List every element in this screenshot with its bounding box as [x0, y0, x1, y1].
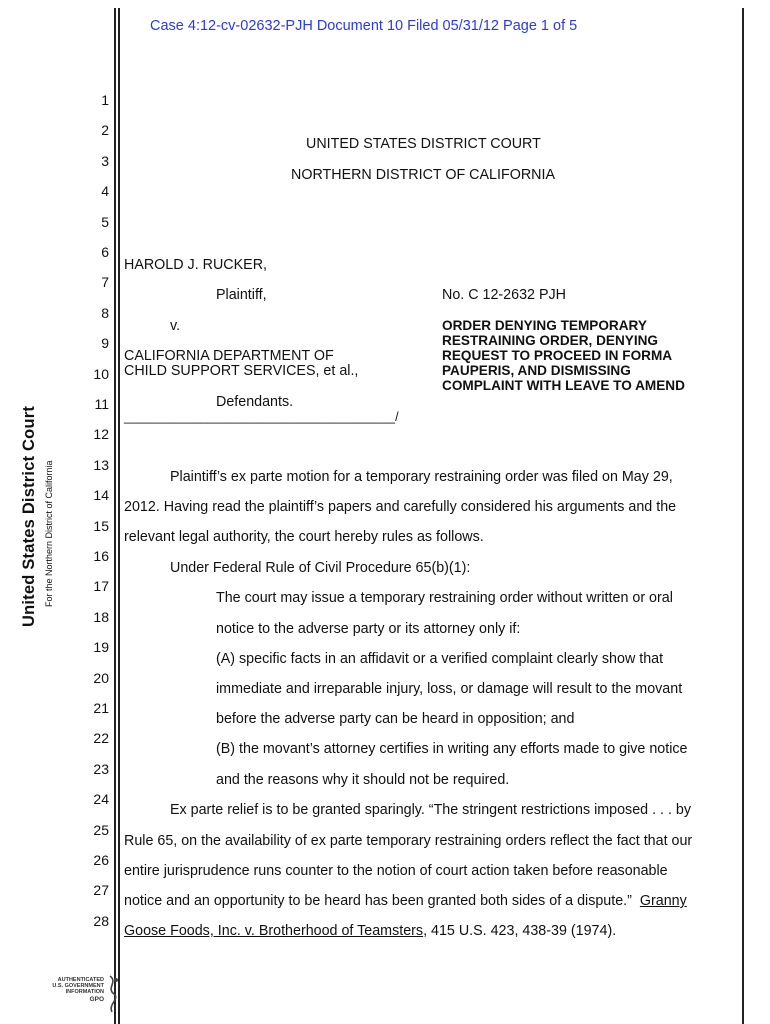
body-line: Rule 65, on the availability of ex parte temporary restraining orders reflect the fact that our: [124, 833, 693, 849]
district-court-sidebar: [20, 406, 54, 627]
line-number: 16: [93, 548, 109, 564]
line-number: 8: [101, 304, 109, 321]
quote-line: (A) specific facts in an affidavit or a verified complaint clearly show that: [216, 651, 664, 667]
case-name-part-1: Granny: [639, 893, 687, 909]
gpo-eagle-icon: [104, 974, 124, 1014]
order-title-line: PAUPERIS, AND DISMISSING: [442, 363, 631, 378]
line-number: 11: [94, 396, 109, 412]
court-name: UNITED STATES DISTRICT COURT: [306, 136, 541, 152]
defendant-label: Defendants.: [216, 394, 294, 410]
body-line: entire jurisprudence runs counter to the notion of court action taken before reasonable: [124, 863, 668, 879]
quote-line: notice to the adverse party or its attorney only if:: [216, 621, 521, 637]
order-title-line: ORDER DENYING TEMPORARY: [442, 318, 647, 333]
gpo-seal-line: INFORMATION: [65, 989, 104, 995]
order-title-line: RESTRAINING ORDER, DENYING: [442, 333, 659, 348]
caption-separator: _______________________________________/: [124, 410, 399, 424]
line-number: 15: [93, 517, 109, 534]
body-line: 2012. Having read the plaintiff’s papers and carefully considered his arguments and the: [124, 499, 677, 515]
line-number: 21: [93, 700, 109, 716]
line-number: 6: [101, 244, 109, 260]
line-number: 27: [93, 882, 109, 899]
line-number: 7: [101, 274, 109, 291]
gpo-seal-line: U.S. GOVERNMENT: [52, 983, 104, 989]
quote-line: The court may issue a temporary restraining order without written or oral: [216, 590, 673, 606]
citation-text: notice and an opportunity to be heard has been granted both sides of a dispute.”: [124, 893, 640, 909]
right-margin-rule: [742, 8, 744, 1024]
case-number: No. C 12-2632 PJH: [442, 287, 566, 303]
line-number: 13: [93, 456, 109, 473]
plaintiff-name: HAROLD J. RUCKER,: [124, 257, 267, 273]
body-line: Plaintiff’s ex parte motion for a temporary restraining order was filed on May 29,: [170, 469, 673, 485]
body-line: Under Federal Rule of Civil Procedure 65(b)(1):: [170, 560, 471, 576]
gpo-seal-line: AUTHENTICATED: [57, 977, 104, 983]
case-name-part-2: Goose Foods, Inc. v. Brotherhood of Teamsters: [124, 923, 424, 939]
line-number: 25: [93, 821, 109, 838]
order-title-line: REQUEST TO PROCEED IN FORMA: [442, 348, 673, 363]
quote-line: and the reasons why it should not be required.: [216, 772, 510, 788]
quote-line: (B) the movant’s attorney certifies in writing any efforts made to give notice: [216, 741, 688, 757]
line-number: 3: [101, 152, 109, 169]
order-title-line: COMPLAINT WITH LEAVE TO AMEND: [442, 378, 685, 393]
line-number: 26: [93, 852, 109, 868]
case-header: Case 4:12-cv-02632-PJH Document 10 Filed 05/31/12 Page 1 of 5: [150, 18, 578, 34]
line-number: 1: [101, 92, 109, 108]
line-number: 24: [93, 791, 109, 808]
line-number: 14: [93, 487, 109, 504]
line-number: 28: [93, 912, 109, 929]
gpo-mark: GPO: [89, 996, 104, 1003]
defendant-line-1: CALIFORNIA DEPARTMENT OF: [124, 348, 334, 364]
court-district: NORTHERN DISTRICT OF CALIFORNIA: [291, 167, 555, 183]
line-number: 2: [101, 122, 109, 139]
line-number: 5: [101, 213, 109, 230]
line-number: 19: [93, 639, 109, 656]
body-line: relevant legal authority, the court hereby rules as follows.: [124, 529, 484, 545]
plaintiff-label: Plaintiff,: [216, 287, 267, 303]
sidebar-title: United States District Court: [20, 405, 38, 627]
line-number: 9: [101, 335, 109, 352]
versus: v.: [170, 318, 181, 334]
left-margin-rule-2: [118, 8, 120, 1024]
line-number: 22: [93, 730, 109, 747]
quote-line: immediate and irreparable injury, loss, or damage will result to the movant: [216, 681, 683, 697]
line-number: 18: [93, 608, 109, 625]
sidebar-subtitle: For the Northern District of California: [44, 460, 54, 607]
citation-line-2: [124, 923, 616, 939]
defendant-line-2: CHILD SUPPORT SERVICES, et al.,: [124, 363, 359, 379]
left-margin-rule-1: [114, 8, 116, 1024]
citation-rest: , 415 U.S. 423, 438-39 (1974).: [423, 923, 617, 939]
line-number: 20: [93, 669, 109, 686]
line-number: 12: [93, 426, 109, 443]
line-number: 23: [93, 760, 109, 777]
line-number: 17: [93, 578, 109, 595]
body-line: Ex parte relief is to be granted sparingly. “The stringent restrictions imposed . . . by: [170, 802, 692, 818]
line-number: 10: [93, 365, 109, 382]
citation-line: [124, 893, 687, 909]
quote-line: before the adverse party can be heard in opposition; and: [216, 711, 575, 727]
line-number: 4: [101, 183, 109, 200]
gpo-authentication-seal: [38, 977, 104, 1003]
